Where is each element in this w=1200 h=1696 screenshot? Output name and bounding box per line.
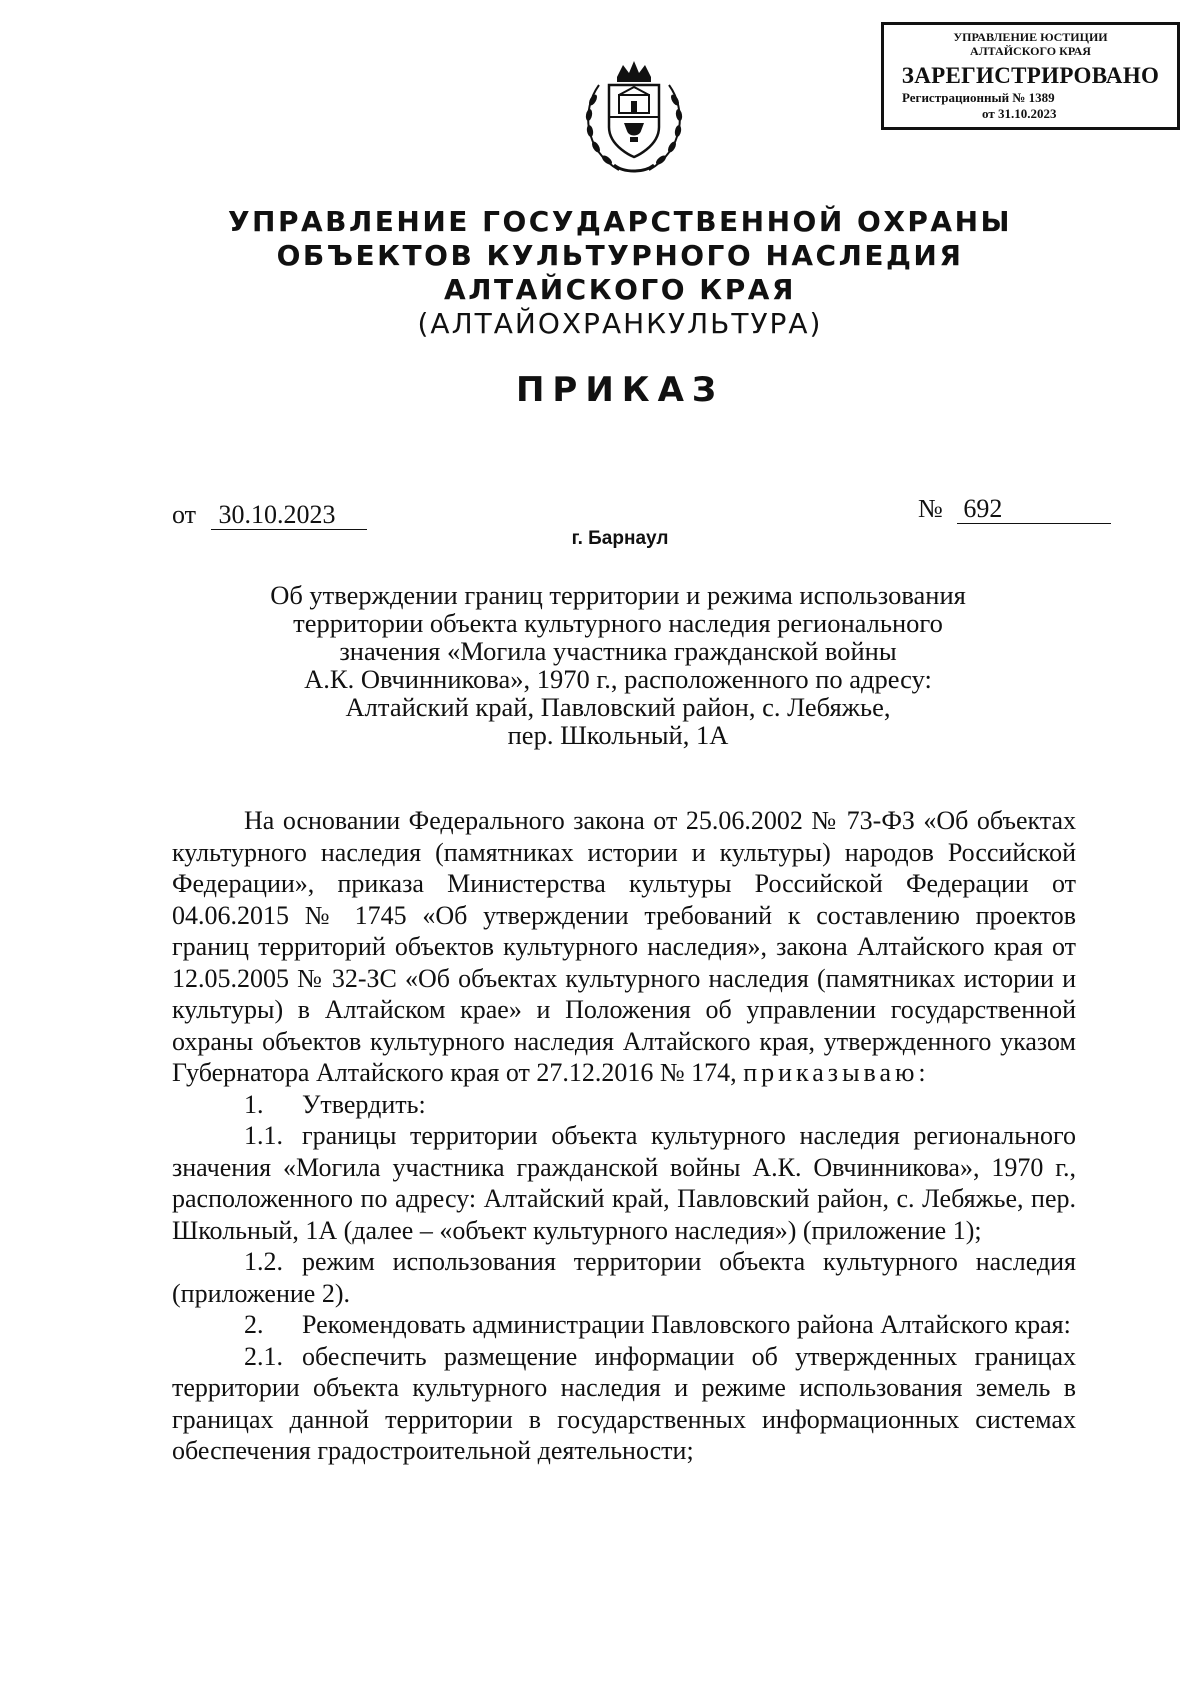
order-number-value: 692 bbox=[957, 495, 1111, 524]
order-body bbox=[172, 805, 1076, 1467]
authority-line-2: ОБЪЕКТОВ КУЛЬТУРНОГО НАСЛЕДИЯ bbox=[276, 239, 964, 272]
item-number: 1.2. bbox=[244, 1247, 283, 1276]
order-word: приказываю: bbox=[743, 1058, 930, 1087]
stamp-org-line2: АЛТАЙСКОГО КРАЯ bbox=[970, 44, 1091, 58]
item-text: границы территории объекта культурного наследия регионального значения «Могила участника гражданской войны А.К. Овчинникова», 1970 г., расположенного по адресу: Алтайский край, Павловский район, с. Лебяжье, пер. Школьный, 1А (далее – «объект культурного наследия») (приложение 1); bbox=[172, 1121, 1076, 1245]
order-item bbox=[172, 1120, 1076, 1246]
authority-line-1: УПРАВЛЕНИЕ ГОСУДАРСТВЕННОЙ ОХРАНЫ bbox=[227, 205, 1013, 238]
order-item bbox=[172, 1089, 1076, 1121]
stamp-org-line1: УПРАВЛЕНИЕ ЮСТИЦИИ bbox=[953, 30, 1108, 44]
order-date-value: 30.10.2023 bbox=[211, 501, 367, 530]
item-text: режим использования территории объекта культурного наследия (приложение 2). bbox=[172, 1247, 1076, 1308]
item-text: Рекомендовать администрации Павловского района Алтайского края: bbox=[302, 1310, 1071, 1339]
registration-stamp bbox=[881, 22, 1180, 130]
authority-line-3: АЛТАЙСКОГО КРАЯ bbox=[444, 273, 796, 306]
order-date bbox=[172, 500, 367, 530]
item-number: 2.1. bbox=[244, 1341, 283, 1371]
item-text: Утвердить: bbox=[302, 1089, 426, 1119]
order-number bbox=[918, 494, 1111, 524]
subject-line: пер. Школьный, 1А bbox=[507, 720, 729, 750]
order-item bbox=[172, 1246, 1076, 1309]
order-subject bbox=[200, 581, 1036, 749]
order-item bbox=[172, 1341, 1076, 1467]
preamble-paragraph bbox=[172, 805, 1076, 1089]
subject-line: Алтайский край, Павловский район, с. Лебяжье, bbox=[345, 692, 891, 722]
subject-line: А.К. Овчинникова», 1970 г., расположенного по адресу: bbox=[304, 664, 932, 694]
order-date-prefix: от bbox=[172, 500, 197, 529]
coat-of-arms-icon bbox=[579, 55, 689, 180]
authority-header bbox=[170, 205, 1070, 341]
city-name: г. Барнаул bbox=[571, 528, 669, 549]
item-text: обеспечить размещение информации об утвержденных границах территории объекта культурного наследия и режиме использования земель в границах данной территории в государственных информационных системах обеспечения градостроительной деятельности; bbox=[172, 1341, 1076, 1465]
stamp-reg-number: Регистрационный № 1389 bbox=[902, 90, 1055, 105]
stamp-reg-date: от 31.10.2023 bbox=[982, 106, 1057, 121]
item-number: 2. bbox=[244, 1310, 264, 1339]
item-number: 1.1. bbox=[244, 1121, 283, 1150]
subject-line: Об утверждении границ территории и режима использования bbox=[270, 580, 966, 610]
preamble-text: На основании Федерального закона от 25.06.2002 № 73-ФЗ «Об объектах культурного наследия (памятниках истории и культуры) народов Российской Федерации», приказа Министерства культуры Российской Федерации от 04.06.2015 № 1745 «Об утверждении требований к составлению проектов границ территорий объектов культурного наследия», закона Алтайского края от 12.05.2005 № 32-ЗС «Об объектах культурного наследия (памятниках истории и культуры) в Алтайском крае» и Положения об управлении государственной охраны объектов культурного наследия Алтайского края, утвержденного указом Губернатора Алтайского края от 27.12.2016 № 174, bbox=[172, 806, 1076, 1087]
document-type-title: ПРИКАЗ bbox=[515, 370, 725, 410]
subject-line: значения «Могила участника гражданской войны bbox=[339, 636, 897, 666]
item-number: 1. bbox=[244, 1089, 264, 1119]
authority-abbreviation: (АЛТАЙОХРАНКУЛЬТУРА) bbox=[417, 307, 823, 340]
order-item bbox=[172, 1309, 1076, 1341]
subject-line: территории объекта культурного наследия регионального bbox=[293, 608, 943, 638]
stamp-status: ЗАРЕГИСТРИРОВАНО bbox=[901, 63, 1160, 88]
order-number-prefix: № bbox=[918, 494, 943, 523]
